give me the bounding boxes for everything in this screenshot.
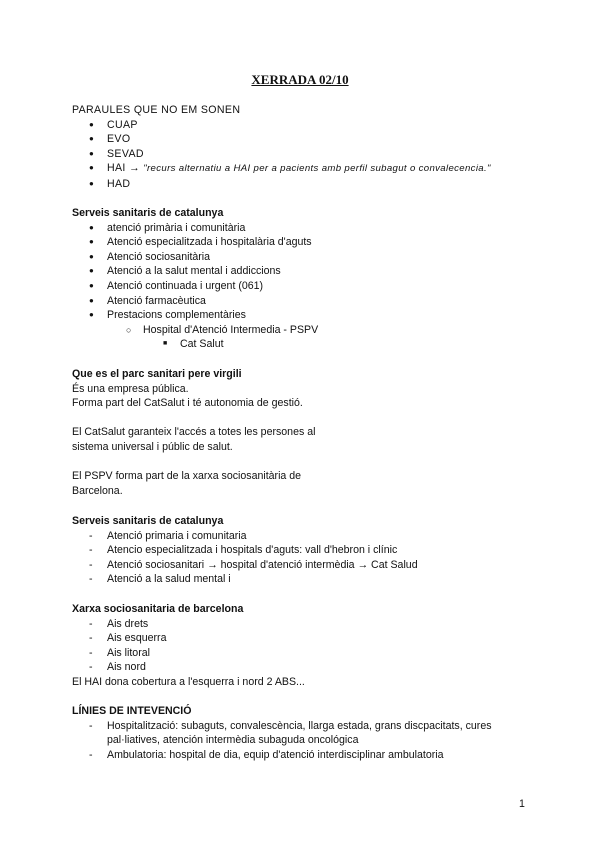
hai-quote: "recurs alternatiu a HAI per a pacients amb perfil subagut o convalecencia.": [143, 163, 491, 175]
list-item: ● atenció primària i comunitària: [72, 221, 542, 236]
list-item: ● EVO: [72, 132, 542, 147]
list-item: - Atenció sociosanitari → hospital d'atenció intermèdia → Cat Salud: [72, 558, 542, 573]
section-serveis-sanitaris-2: [72, 514, 542, 587]
list-item: - Atenció a la salud mental i: [72, 572, 542, 587]
section-parc-sanitari: [72, 367, 542, 498]
section-xarxa-sociosanitaria: [72, 602, 542, 690]
text-line: És una empresa pública.: [72, 382, 189, 395]
section-heading: Serveis sanitaris de catalunya: [72, 515, 224, 527]
list-item: ● SEVAD: [72, 147, 542, 162]
text-line: El CatSalut garanteix l'accés a totes les persones al: [72, 426, 316, 439]
section-heading: LÍNIES DE INTEVENCIÓ: [72, 705, 192, 717]
section-linies-intervencio: [72, 704, 542, 762]
list-item: ● Atenció especialitzada i hospitalària d'aguts: [72, 235, 542, 250]
list-item: - Atencio especialitzada i hospitals d'aguts: vall d'hebron i clínic: [72, 543, 542, 558]
list-item: ● Prestacions complementàries: [72, 308, 542, 323]
list-item: ● Atenció continuada i urgent (061): [72, 279, 542, 294]
list-item-hai: [72, 161, 542, 177]
text-line: Barcelona.: [72, 484, 123, 497]
dash-list: [72, 617, 542, 675]
sub-sub-list-item: ■ Cat Salut: [72, 337, 542, 352]
text-line: Forma part del CatSalut i té autonomia de gestió.: [72, 397, 303, 410]
list-item: ● Atenció a la salut mental i addiccions: [72, 264, 542, 279]
page-number: 1: [519, 798, 525, 810]
section-unknown-words: [72, 103, 542, 192]
dash-list: [72, 529, 542, 587]
sub-list-item: ○ Hospital d'Atenció Intermedia - PSPV: [72, 323, 542, 338]
section-heading: PARAULES QUE NO EM SONEN: [72, 104, 241, 116]
bullet-list: [72, 118, 542, 192]
section-heading: Serveis sanitaris de catalunya: [72, 207, 224, 219]
list-item-label: HAI →: [107, 162, 140, 175]
section-heading: Que es el parc sanitari pere virgili: [72, 368, 242, 380]
list-item: - Atenció primaria i comunitaria: [72, 529, 542, 544]
section-heading: Xarxa sociosanitaria de barcelona: [72, 603, 244, 615]
list-item: - Hospitalització: subaguts, convalescència, llarga estada, grans discpacitats, cures pal·liatives, atención intermèdia subaguda oncológica: [72, 719, 542, 748]
list-item: - Ais litoral: [72, 646, 542, 661]
list-item: ● CUAP: [72, 118, 542, 133]
text-line: El PSPV forma part de la xarxa sociosanitària de: [72, 470, 302, 483]
list-item: - Ambulatoria: hospital de dia, equip d'atenció interdisciplinar ambulatoria: [72, 748, 542, 763]
document-title: XERRADA 02/10: [251, 72, 349, 87]
list-item: ● HAD: [72, 177, 542, 192]
list-item: - Ais drets: [72, 617, 542, 632]
bullet-list: [72, 221, 542, 352]
list-item: - Ais nord: [72, 660, 542, 675]
text-line: sistema universal i públic de salut.: [72, 440, 233, 453]
list-item: - Ais esquerra: [72, 631, 542, 646]
text-line: El HAI dona cobertura a l'esquerra i nord 2 ABS...: [72, 675, 305, 688]
dash-list: [72, 719, 542, 763]
section-serveis-sanitaris: [72, 206, 542, 352]
list-item: ● Atenció sociosanitària: [72, 250, 542, 265]
list-item: ● Atenció farmacèutica: [72, 294, 542, 309]
